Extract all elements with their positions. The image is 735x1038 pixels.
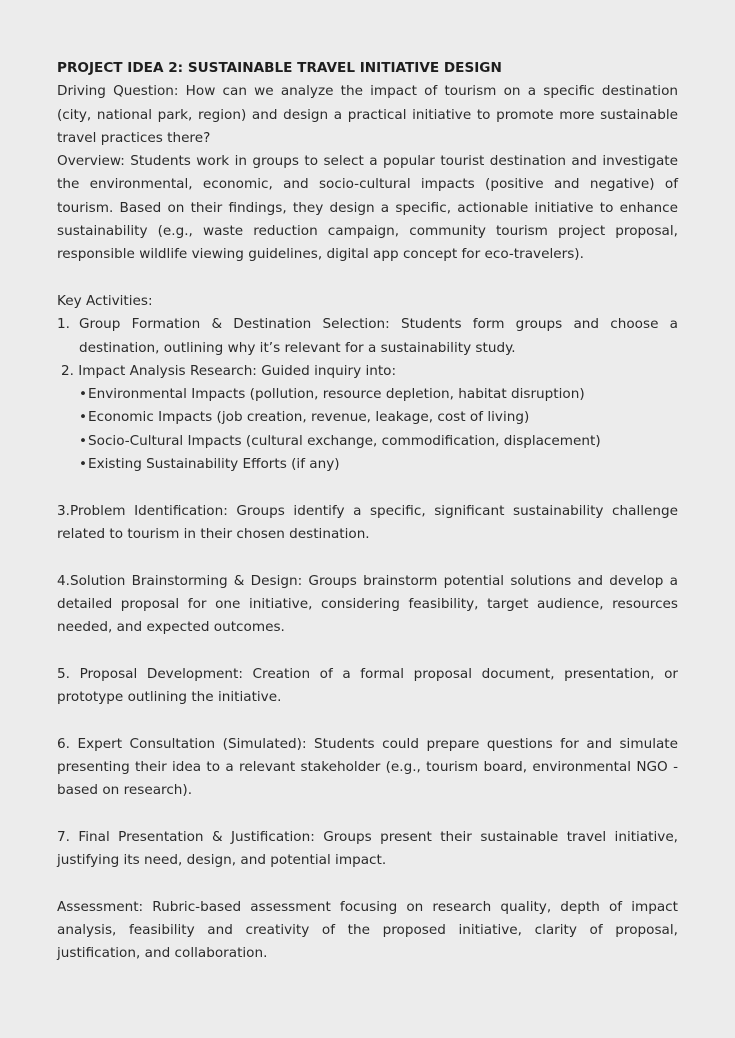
spacer (57, 709, 678, 732)
bullet-item-environmental: • Environmental Impacts (pollution, resource depletion, habitat disruption) (79, 383, 678, 406)
spacer (57, 476, 678, 499)
spacer (57, 639, 678, 662)
activity-7: 7. Final Presentation & Justification: Groups present their sustainable travel initiative, justifying its need, design, and potential impact. (57, 828, 678, 869)
spacer (57, 803, 678, 826)
activity-1-number: 1. (57, 316, 70, 333)
impact-bullet-list (57, 383, 678, 476)
spacer (57, 267, 678, 290)
key-activities-heading: Key Activities: (57, 292, 153, 309)
assessment-paragraph: Assessment: Rubric-based assessment focusing on research quality, depth of impact analysis, feasibility and creativity of the proposed initiative, clarity of proposal, justification, and collaboration. (57, 898, 678, 962)
driving-question: Driving Question: How can we analyze the impact of tourism on a specific destination (city, national park, region) and design a practical initiative to promote more sustainable travel practices there? (57, 83, 678, 146)
spacer (57, 546, 678, 569)
activity-1 (57, 313, 678, 360)
activity-5: 5. Proposal Development: Creation of a formal proposal document, presentation, or prototype outlining the initiative. (57, 665, 678, 706)
activity-2-text: 2. Impact Analysis Research: Guided inquiry into: (61, 362, 397, 379)
bullet-item-economic: • Economic Impacts (job creation, revenue, leakage, cost of living) (79, 406, 678, 429)
bullet-item-existing-efforts: • Existing Sustainability Efforts (if any) (79, 453, 678, 476)
bullet-item-socio-cultural: • Socio-Cultural Impacts (cultural exchange, commodification, displacement) (79, 430, 678, 453)
activity-6: 6. Expert Consultation (Simulated): Students could prepare questions for and simulate presenting their idea to a relevant stakeholder (e.g., tourism board, environmental NGO - based on research). (57, 735, 678, 799)
overview-paragraph: Overview: Students work in groups to select a popular tourist destination and investigate the environmental, economic, and socio-cultural impacts (positive and negative) of tourism. Based on their findings, they design a specific, actionable initiative to enhance sustainability (e.g., waste reduction campaign, community tourism project proposal, responsible wildlife viewing guidelines, digital app concept for eco-travelers). (57, 153, 678, 263)
activity-3: 3.Problem Identification: Groups identify a specific, significant sustainability challenge related to tourism in their chosen destination. (57, 502, 678, 542)
activity-4: 4.Solution Brainstorming & Design: Groups brainstorm potential solutions and develop a detailed proposal for one initiative, considering feasibility, target audience, resources needed, and expected outcomes. (57, 572, 678, 636)
project-title: PROJECT IDEA 2: SUSTAINABLE TRAVEL INITIATIVE DESIGN (57, 60, 502, 76)
spacer (57, 872, 678, 895)
activity-1-text: Group Formation & Destination Selection: Students form groups and choose a destination, outlining why it’s relevant for a sustainability study. (79, 316, 678, 356)
